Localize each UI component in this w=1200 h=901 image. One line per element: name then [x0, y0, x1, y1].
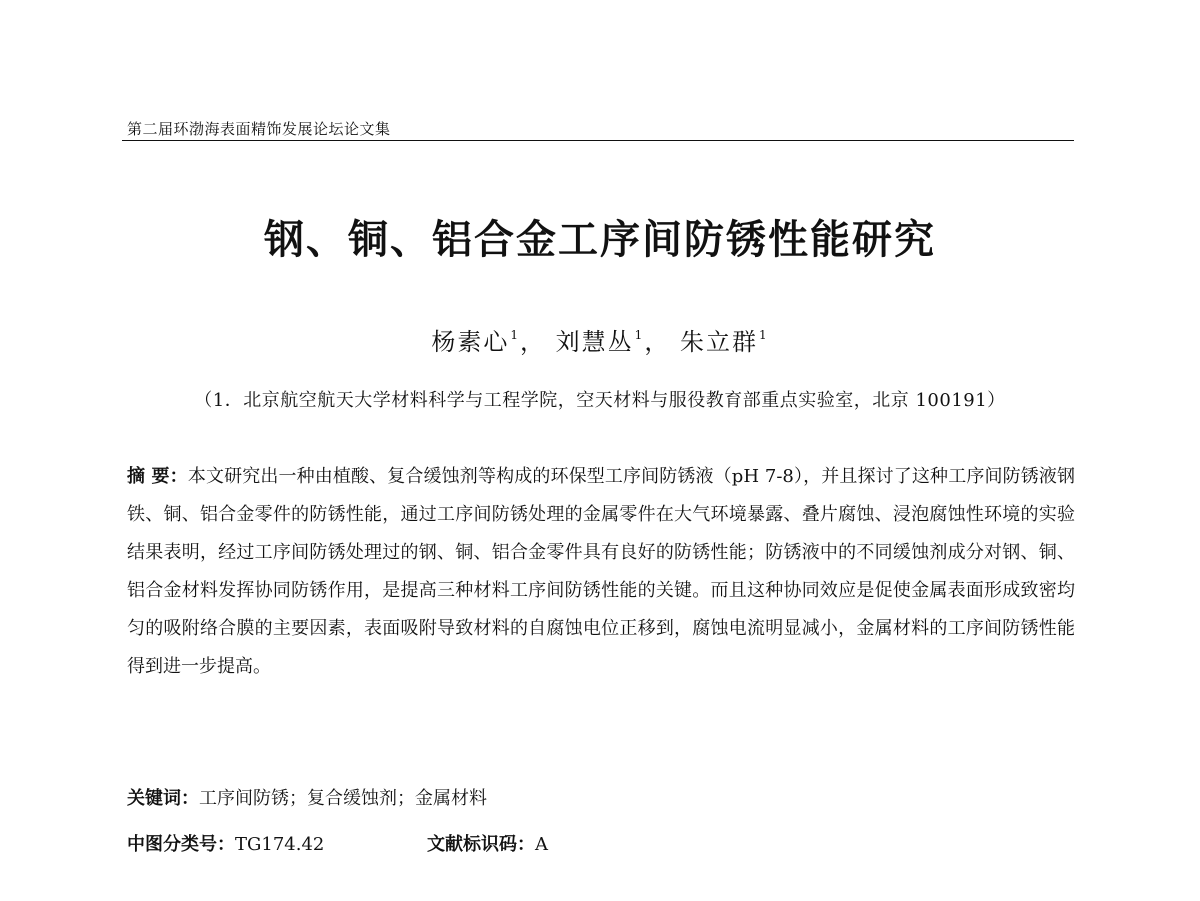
classification-row: [127, 830, 548, 856]
doc-code-label: 文献标识码：: [427, 834, 535, 855]
affiliation-marker: 1: [634, 328, 645, 342]
affiliation: （1．北京航空航天大学材料科学与工程学院，空天材料与服役教育部重点实验室，北京 100191）: [194, 390, 1006, 411]
affiliation-marker: 1: [758, 328, 769, 342]
clc-number: [127, 834, 324, 855]
keywords: [127, 784, 487, 810]
paper-title: 钢、铜、铝合金工序间防锈性能研究: [264, 217, 936, 263]
abstract: [127, 458, 1075, 686]
running-header: 第二届环渤海表面精饰发展论坛论文集: [127, 120, 391, 138]
author-list: [0, 322, 1200, 357]
doc-code-value: A: [535, 834, 548, 855]
author-1: [431, 328, 546, 356]
clc-value: TG174.42: [235, 834, 325, 855]
keywords-label: 关键词：: [127, 788, 199, 809]
author-name: 杨素心: [431, 328, 510, 356]
author-name: 刘慧丛: [555, 328, 634, 356]
author-name: 朱立群: [679, 328, 758, 356]
document-code: [427, 830, 548, 856]
affiliation-marker: 1: [510, 328, 521, 342]
author-2: [556, 328, 671, 356]
author-separator: ，: [644, 328, 671, 356]
header-rule: [122, 140, 1074, 141]
author-separator: ，: [520, 328, 547, 356]
abstract-label: 摘 要：: [127, 466, 188, 487]
abstract-text: 本文研究出一种由植酸、复合缓蚀剂等构成的环保型工序间防锈液（pH 7-8），并且探讨了这种工序间防锈液钢铁、铜、铝合金零件的防锈性能，通过工序间防锈处理的金属零件在大气环境暴露、叠片腐蚀、浸泡腐蚀性环境的实验结果表明，经过工序间防锈处理过的钢、铜、铝合金零件具有良好的防锈性能；防锈液中的不同缓蚀剂成分对钢、铜、铝合金材料发挥协同防锈作用，是提高三种材料工序间防锈性能的关键。而且这种协同效应是促使金属表面形成致密均匀的吸附络合膜的主要因素，表面吸附导致材料的自腐蚀电位正移到，腐蚀电流明显减小，金属材料的工序间防锈性能得到进一步提高。: [127, 466, 1075, 677]
clc-label: 中图分类号：: [127, 834, 235, 855]
keywords-text: 工序间防锈；复合缓蚀剂；金属材料: [199, 788, 487, 809]
author-3: [680, 328, 769, 356]
